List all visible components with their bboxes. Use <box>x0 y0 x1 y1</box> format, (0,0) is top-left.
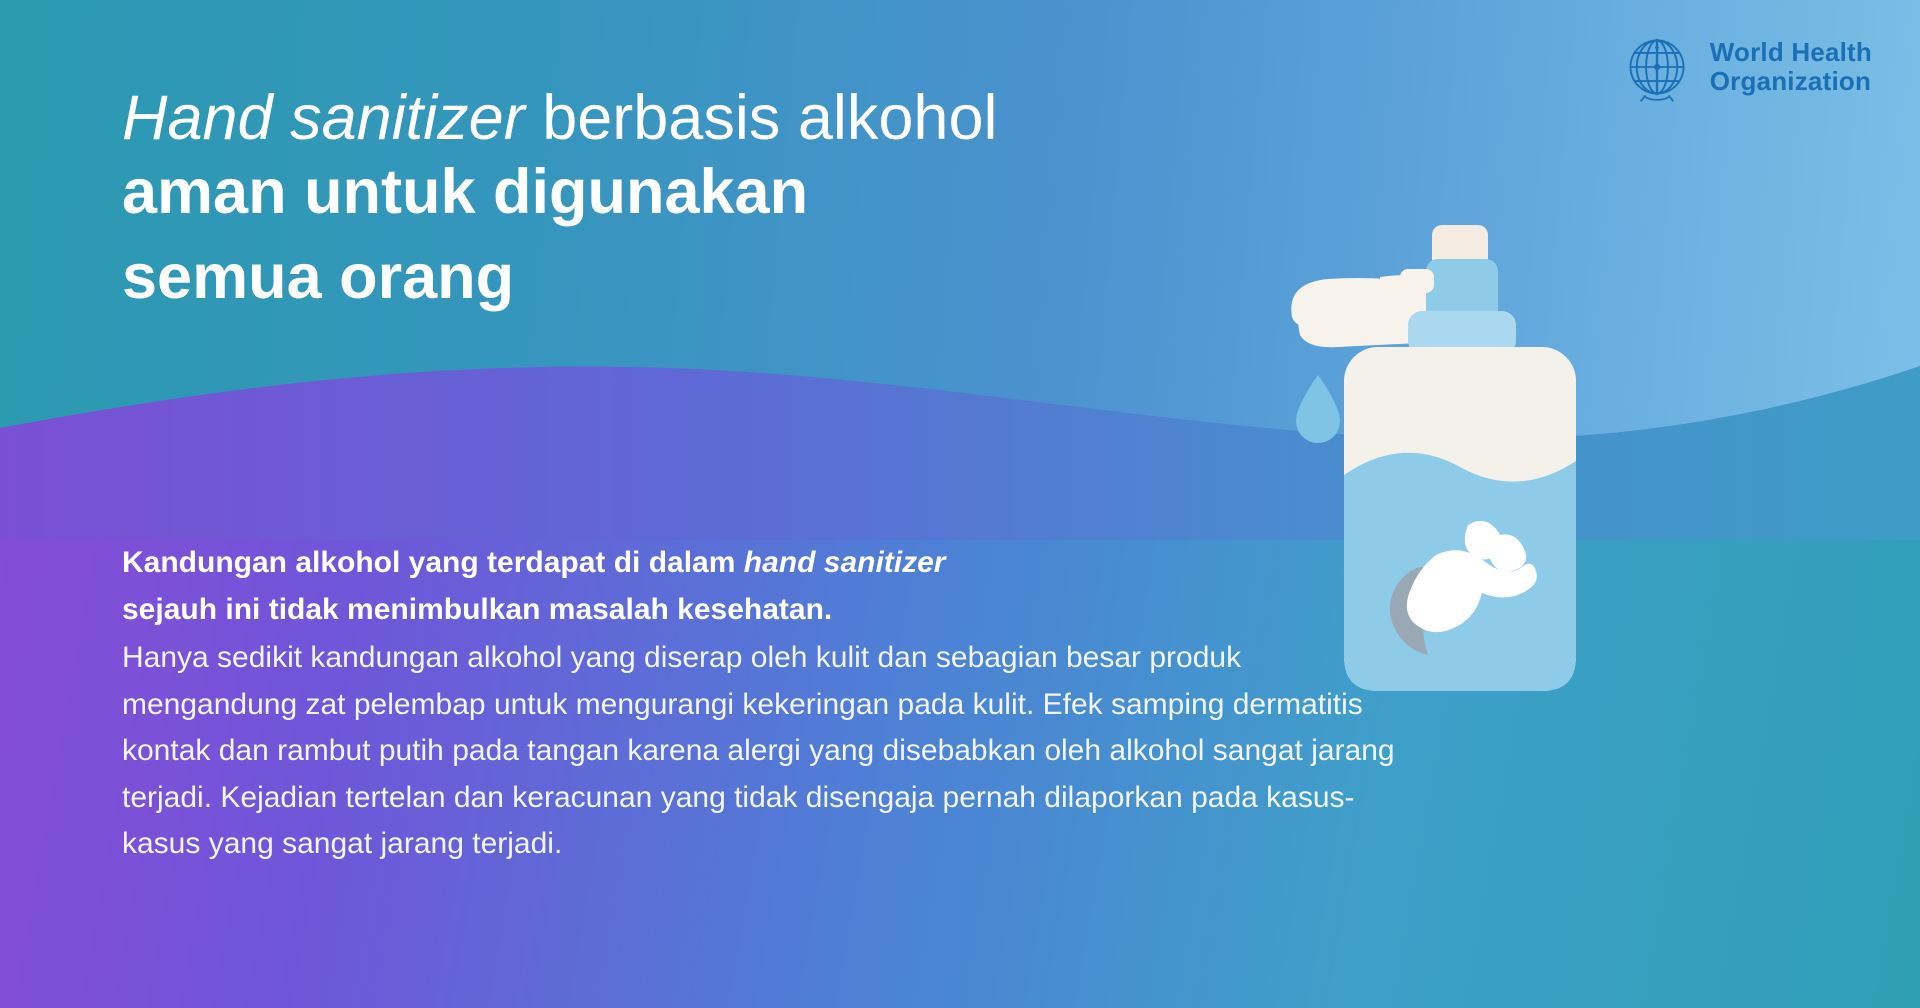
who-logo-line1: World Health <box>1709 36 1872 67</box>
headline <box>122 83 998 320</box>
who-logo-text <box>1710 38 1872 96</box>
headline-line-3: semua orang <box>122 242 515 313</box>
body-copy <box>122 540 1422 868</box>
headline-line-1-rest: berbasis alkohol <box>524 83 998 153</box>
body-paragraph: Hanya sedikit kandungan alkohol yang diserap oleh kulit dan sebagian besar produk mengandung zat pelembap untuk mengurangi kekeringan pada kulit. Efek samping dermatitis kontak dan rambut putih pada tangan karena alergi yang disebabkan oleh alkohol sangat jarang terjadi. Kejadian tertelan dan keracunan yang tidak disengaja pernah dilaporkan pada kasus-kasus yang sangat jarang terjadi. <box>122 641 1395 860</box>
water-droplet-icon <box>1296 375 1340 443</box>
who-logo-line2: Organization <box>1709 66 1872 96</box>
who-emblem-icon <box>1618 28 1696 106</box>
body-lead-part2: sejauh ini tidak menimbulkan masalah kesehatan. <box>122 592 833 626</box>
headline-line-1-italic: Hand sanitizer <box>122 83 525 153</box>
body-lead <box>122 540 1422 633</box>
headline-line-2: aman untuk digunakan <box>122 157 809 228</box>
body-lead-part1: Kandungan alkohol yang terdapat di dalam <box>122 546 744 579</box>
who-logo <box>1618 28 1872 106</box>
body-lead-italic: hand sanitizer <box>743 546 946 579</box>
hand-sanitizer-bottle-illustration <box>1280 225 1920 865</box>
headline-line-1 <box>122 83 998 153</box>
